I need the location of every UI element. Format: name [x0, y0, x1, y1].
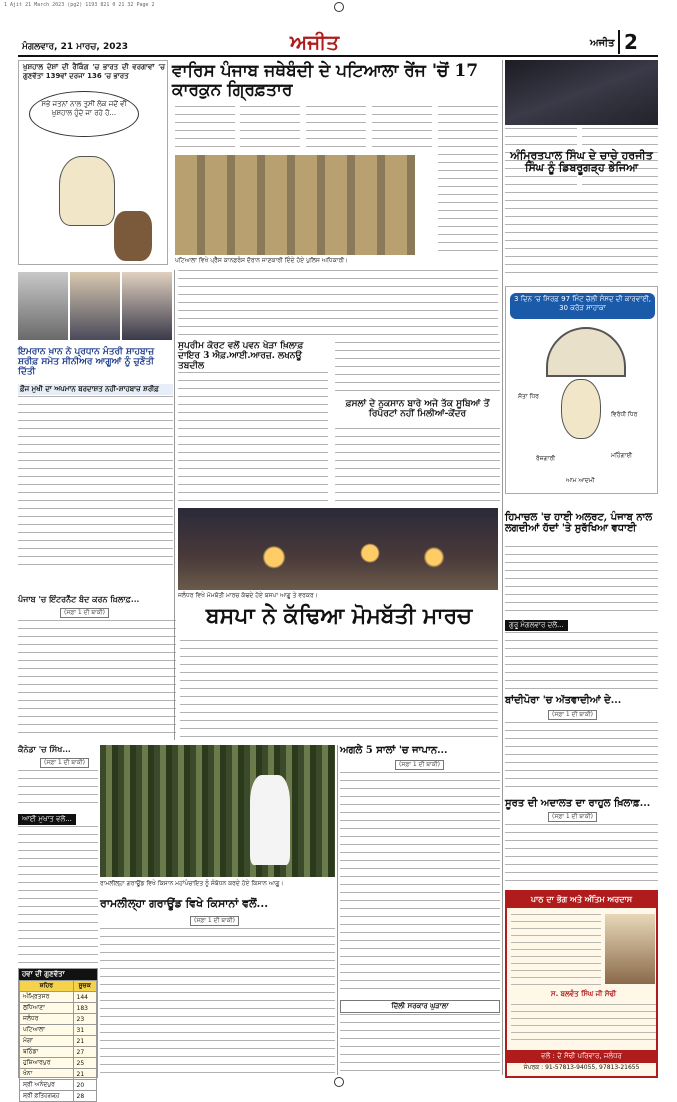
guru-box-label: ਗੁਰੂ ਮੰਗਲਵਾਰ ਦਲੋਂ...	[505, 620, 568, 631]
cartoon-man	[561, 379, 601, 439]
himachal-text	[505, 546, 658, 616]
column-rule-2	[502, 60, 503, 1075]
issue-date: ਮੰਗਲਵਾਰ, 21 ਮਾਰਚ, 2023	[22, 42, 129, 52]
continued-label-4: (ਸਫ਼ਾ 1 ਦੀ ਬਾਕੀ)	[190, 916, 239, 926]
table-cell-index: 144	[73, 992, 97, 1003]
bsp-candle-photo	[178, 508, 498, 590]
table-row	[20, 1036, 97, 1047]
label-left: ਰੋਜ਼ਗਾਰੀ	[536, 455, 556, 462]
cartoon-figure	[59, 156, 115, 226]
court-text	[178, 372, 328, 502]
air-quality-table	[19, 980, 97, 1102]
continued-label-6: (ਸਫ਼ਾ 1 ਦੀ ਬਾਕੀ)	[548, 812, 597, 822]
cartoon-parliament-headline: 3 ਦਿਨ 'ਚ ਸਿਰਫ਼ 97 ਮਿੰਟ ਚੱਲੀ ਸੰਸਦ ਦੀ ਕਾਰਵਾਈ, 30 ਕਰੋੜ ਸਾਹਾਕਾ	[510, 293, 655, 319]
label-opposition: ਵਿਰੋਧੀ ਧਿਰ	[611, 411, 638, 418]
print-slug: 1 Ajit 21 March 2023 (pg2) 1193 821 0 21 32 Page 2	[4, 2, 155, 8]
table-cell-index: 27	[73, 1047, 97, 1058]
table-cell-index: 21	[73, 1069, 97, 1080]
amritpal-text	[505, 192, 658, 280]
column-rule-1	[174, 270, 175, 740]
ad-title: ਪਾਠ ਦਾ ਭੋਗ ਅਤੇ ਅੰਤਿਮ ਅਰਦਾਸ	[507, 892, 656, 908]
guru-text	[505, 632, 658, 692]
bsp-text	[180, 640, 498, 740]
table-header-index: ਸੂਚਕ	[73, 981, 97, 992]
farmers-loss-headline: ਫ਼ਸਲਾਂ ਦੇ ਨੁਕਸਾਨ ਬਾਰੇ ਅਜੇ ਤੱਕ ਸੂਬਿਆਂ ਤੋਂ ਰਿਪੋਰਟਾਂ ਨਹੀਂ ਮਿਲੀਆਂ-ਕੇਂਦਰ	[345, 399, 490, 419]
mid-text-top	[178, 270, 498, 340]
ad-name: ਸ. ਬਲਵੰਤ ਸਿੰਘ ਜੀ ਸੋਢੀ	[550, 990, 617, 998]
table-row	[20, 1069, 97, 1080]
cartoon-parliament	[505, 286, 658, 494]
internet-text	[18, 620, 176, 740]
registration-mark-top	[334, 2, 344, 12]
canada-headline: ਕੈਨੇਡਾ 'ਚ ਸਿੱਖ...	[18, 744, 71, 754]
table-cell-city: ਅੰਮ੍ਰਿਤਸਰ	[20, 992, 74, 1003]
bsp-headline: ਬਸਪਾ ਨੇ ਕੱਢਿਆ ਮੋਮਬੱਤੀ ਮਾਰਚ	[205, 603, 473, 629]
table-cell-index: 31	[73, 1025, 97, 1036]
cartoon-top	[18, 60, 168, 265]
bandipora-headline: ਬਾਂਦੀਪੋਰਾ 'ਚ ਅੱਤਵਾਦੀਆਂ ਦੇ...	[505, 695, 622, 706]
canada-text	[18, 770, 98, 810]
ad-phone: ਸੰਪਰਕ : 91-57813-94055, 97813-21655	[523, 1064, 640, 1071]
table-row	[20, 1047, 97, 1058]
table-header-row	[20, 981, 97, 992]
continued-label-5: (ਸਫ਼ਾ 1 ਦੀ ਬਾਕੀ)	[395, 760, 444, 770]
table-cell-city: ਬਠਿੰਡਾ	[20, 1047, 74, 1058]
table-row	[20, 1025, 97, 1036]
japan-headline: ਅਗਲੇ 5 ਸਾਲਾਂ 'ਚ ਜਾਪਾਨ...	[340, 745, 448, 756]
header-right-label: ਅਜੀਤ	[590, 38, 615, 49]
surat-headline: ਸੂਰਤ ਦੀ ਅਦਾਲਤ ਦਾ ਰਾਹੁਲ ਖ਼ਿਲਾਫ਼...	[505, 798, 651, 809]
table-cell-city: ਹੁਸ਼ਿਆਰਪੁਰ	[20, 1058, 74, 1069]
label-right: ਮਹਿੰਗਾਈ	[611, 452, 633, 459]
ramlila-headline: ਰਾਮਲੀਲ੍ਹਾ ਗਰਾਊਂਡ ਵਿਖੇ ਕਿਸਾਨਾਂ ਵਲੋਂ...	[100, 897, 269, 910]
air-quality-title: ਹਵਾ ਦੀ ਗੁਣਵੱਤਾ	[19, 969, 97, 980]
label-man: ਆਮ ਆਦਮੀ	[566, 477, 595, 484]
continued-label-2: (ਸਫ਼ਾ 1 ਦੀ ਬਾਕੀ)	[548, 710, 597, 720]
lead-text-col5	[438, 106, 498, 256]
ramlila-text	[100, 928, 335, 1073]
table-row	[20, 1003, 97, 1014]
lead-photo-caption: ਪਟਿਆਲਾ ਵਿਖੇ ਪ੍ਰੈੱਸ ਕਾਨਫ਼ਰੰਸ ਦੌਰਾਨ ਜਾਣਕਾਰੀ ਦਿੰਦੇ ਹੋਏ ਪੁਲਿਸ ਅਧਿਕਾਰੀ।	[175, 257, 349, 264]
table-cell-index: 183	[73, 1003, 97, 1014]
pakistan-headline: ਇਮਰਾਨ ਖ਼ਾਨ ਨੇ ਪ੍ਰਧਾਨ ਮੰਤਰੀ ਸ਼ਾਹਬਾਜ਼ ਸ਼ਰੀਫ਼ ਸਮੇਤ ਸੀਨੀਅਰ ਆਗੂਆਂ ਨੂੰ ਚੁਣੌਤੀ ਦਿੱਤੀ	[18, 347, 155, 377]
lead-headline: ਵਾਰਿਸ ਪੰਜਾਬ ਜਥੇਬੰਦੀ ਦੇ ਪਟਿਆਲਾ ਰੇਂਜ 'ਚੋਂ 17 ਕਾਰਕੁਨ ਗ੍ਰਿਫ਼ਤਾਰ	[172, 61, 479, 100]
table-cell-index: 23	[73, 1014, 97, 1025]
table-cell-city: ਲੁਧਿਆਣਾ	[20, 1003, 74, 1014]
aap-label: ਆਈ ਮੁਖਾਤ ਵਲੋਂ...	[18, 814, 76, 825]
bsp-photo-caption: ਜਲੰਧਰ ਵਿਖੇ ਮੋਮਬੱਤੀ ਮਾਰਚ ਕੱਢਦੇ ਹੋਏ ਬਸਪਾ ਆਗੂ ਤੇ ਵਰਕਰ।	[178, 592, 318, 599]
label-ruling: ਸੱਤਾ ਧਿਰ	[518, 393, 539, 400]
continued-label-1: (ਸਫ਼ਾ 1 ਦੀ ਬਾਕੀ)	[60, 608, 109, 618]
table-header-city: ਸ਼ਹਿਰ	[20, 981, 74, 992]
ramlila-rally-photo	[100, 745, 335, 877]
photo-imran-khan	[18, 272, 68, 340]
japan-text	[340, 772, 500, 992]
lead-photo-police	[175, 155, 415, 255]
registration-mark-bottom	[334, 1077, 344, 1087]
court-headline: ਸੁਪਰੀਮ ਕੋਰਟ ਵਲੋਂ ਪਵਨ ਖੇੜਾ ਖ਼ਿਲਾਫ਼ ਦਾਇਰ 3 ਐਫ਼.ਆਈ.ਆਰਜ਼. ਲਖਨਊ ਤਬਦੀਲ	[178, 341, 304, 371]
page-number: 2	[618, 30, 638, 54]
lead-text-col4	[372, 106, 432, 150]
aap-text	[18, 826, 98, 966]
table-row	[20, 992, 97, 1003]
table-cell-index: 28	[73, 1091, 97, 1102]
table-cell-city: ਸ੍ਰੀ ਅਨੰਦਪੁਰ	[20, 1080, 74, 1091]
amritpal-headline: ਅੰਮ੍ਰਿਤਪਾਲ ਸਿੰਘ ਦੇ ਚਾਚੇ ਹਰਜੀਤ ਸਿੰਘ ਨੂੰ ਡਿਬਰੂਗੜ੍ਹ ਭੇਜਿਆ	[510, 149, 653, 175]
ad-portrait-photo	[605, 914, 655, 984]
speech-bubble	[29, 91, 139, 137]
delhi-box-text	[340, 1014, 500, 1074]
himachal-headline: ਹਿਮਾਚਲ 'ਚ ਹਾਈ ਅਲਰਟ, ਪੰਜਾਬ ਨਾਲ ਲਗਦੀਆਂ ਹੱਦਾਂ 'ਤੇ ਸੁਰੱਖਿਆ ਵਧਾਈ	[505, 512, 653, 534]
table-row	[20, 1058, 97, 1069]
bandipora-text	[505, 722, 658, 792]
table-cell-index: 21	[73, 1036, 97, 1047]
pakistan-text	[18, 396, 173, 566]
masthead: ਅਜੀਤ	[290, 30, 340, 54]
speech-bubble-text: ਸਭੇ ਜਤਨਾਂ ਨਾਲ ਤੁਸੀਂ ਲੋਕ ਜਦੋਂ ਵੀ ਖ਼ੁਸ਼ਹਾਲ ਹੁੰਦੇ ਜਾ ਰਹੇ ਹੋ...	[41, 100, 127, 117]
cartoon-figure-2	[114, 211, 152, 261]
table-row	[20, 1014, 97, 1025]
header-rule	[18, 55, 658, 57]
table-cell-index: 25	[73, 1058, 97, 1069]
lead-text-col3	[306, 106, 366, 150]
table-cell-city: ਮੋਗਾ	[20, 1036, 74, 1047]
continued-label-3: (ਸਫ਼ਾ 1 ਦੀ ਬਾਕੀ)	[40, 758, 89, 768]
bhog-advertisement	[505, 890, 658, 1078]
table-cell-city: ਜਲੰਧਰ	[20, 1014, 74, 1025]
ad-footer: ਵਲੋਂ : ਦੇ ਸੋਢੀ ਪਰਿਵਾਰ, ਜਲੰਧਰ	[507, 1050, 656, 1063]
table-cell-city: ਖੰਨਾ	[20, 1069, 74, 1080]
lead-text-col1	[175, 106, 235, 150]
table-row	[20, 1080, 97, 1091]
surat-text	[505, 824, 658, 884]
ramlila-photo-caption: ਰਾਮਲੀਲ੍ਹਾ ਗਰਾਊਂਡ ਵਿਖੇ ਕਿਸਾਨ ਮਹਾਂਪੰਚਾਇਤ ਨੂੰ ਸੰਬੋਧਨ ਕਰਦੇ ਹੋਏ ਕਿਸਾਨ ਆਗੂ।	[100, 880, 284, 887]
table-cell-index: 20	[73, 1080, 97, 1091]
cartoon-top-headline: ਖੁਸ਼ਹਾਲ ਦੇਸ਼ਾਂ ਦੀ ਰੈਂਕਿੰਗ 'ਚ ਭਾਰਤ ਦੀ ਵਰਗਾਵਾਂ 'ਚ ਗੁਣਵੱਤਾ 139ਵਾਂ ਦਰਜਾ 136 'ਚ ਭਾਰਤ	[23, 63, 165, 80]
delhi-box-label: ਦਿੱਲੀ ਸਰਕਾਰ ਘੁੜਾਲਾ	[340, 1000, 500, 1013]
ad-body	[511, 914, 601, 986]
photo-shahbaz-sharif	[70, 272, 120, 340]
ad-detail	[511, 1004, 656, 1046]
air-quality-box	[18, 968, 98, 1100]
speaker-figure	[250, 775, 290, 865]
lead-text-col2	[240, 106, 300, 150]
internet-headline: ਪੰਜਾਬ 'ਚ ਇੰਟਰਨੈੱਟ ਬੰਦ ਕਰਨ ਖ਼ਿਲਾਫ਼...	[18, 594, 140, 604]
night-photo	[505, 60, 658, 125]
photo-third-leader	[122, 272, 172, 340]
table-cell-city: ਪਟਿਆਲਾ	[20, 1025, 74, 1036]
loss-text	[335, 428, 500, 504]
parliament-dome	[546, 327, 626, 377]
column-rule-3	[337, 745, 338, 1075]
pakistan-subhead: ਫ਼ੌਜ ਮੁਖੀ ਦਾ ਅਪਮਾਨ ਬਰਦਾਸ਼ਤ ਨਹੀਂ-ਸ਼ਾਹਬਾਜ਼ ਸ਼ਰੀਫ਼	[18, 384, 173, 395]
table-row	[20, 1091, 97, 1102]
loss-text-top	[335, 342, 500, 397]
table-cell-city: ਸ਼੍ਰੀ ਫ਼ਤਿਹਗੜ੍ਹ	[20, 1091, 74, 1102]
